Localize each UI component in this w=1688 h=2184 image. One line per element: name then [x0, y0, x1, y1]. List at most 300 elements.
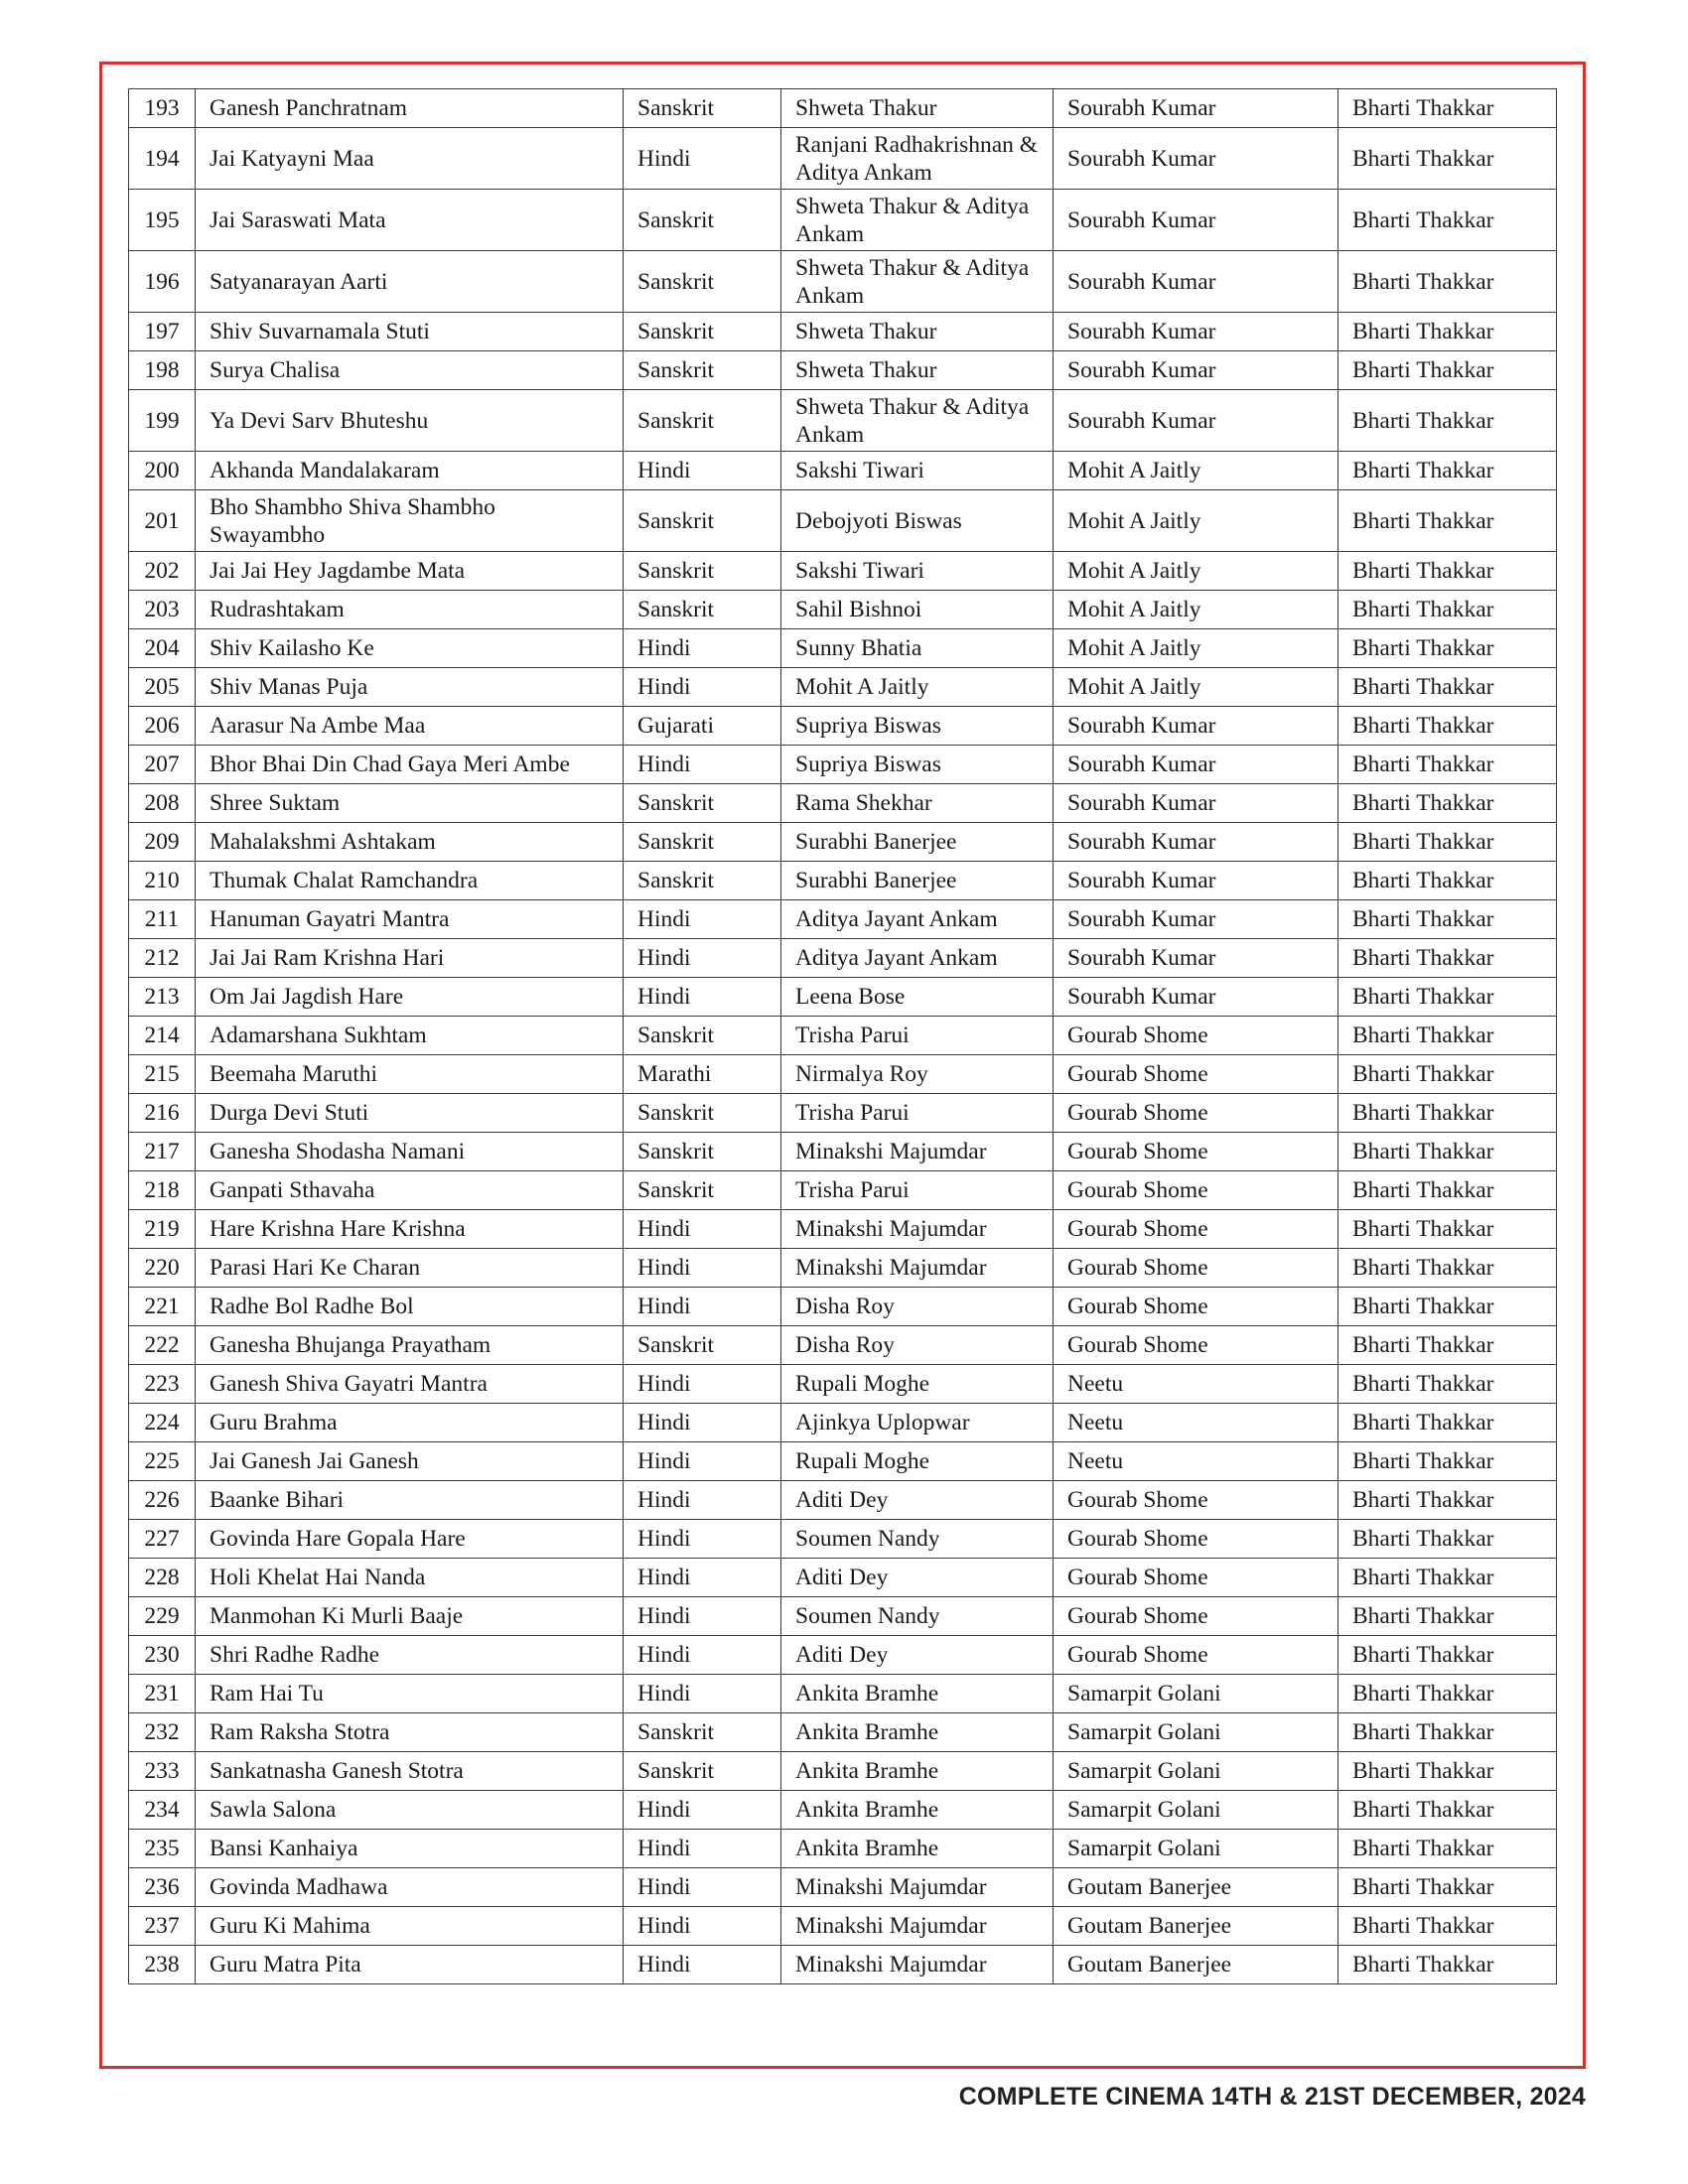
language-cell: Sanskrit	[624, 1171, 781, 1210]
music-composer-cell: Gourab Shome	[1054, 1017, 1338, 1055]
table-row	[129, 1907, 1557, 1946]
singer-cell: Shweta Thakur	[781, 89, 1054, 128]
language-cell: Hindi	[624, 668, 781, 707]
music-composer-cell: Gourab Shome	[1054, 1559, 1338, 1597]
song-title-cell: Guru Matra Pita	[196, 1946, 624, 1984]
singer-cell: Minakshi Majumdar	[781, 1946, 1054, 1984]
song-title-cell: Govinda Hare Gopala Hare	[196, 1520, 624, 1559]
table-row	[129, 1055, 1557, 1094]
serial-number-cell: 207	[129, 746, 196, 784]
producer-cell: Bharti Thakkar	[1338, 390, 1557, 452]
table-row	[129, 1597, 1557, 1636]
table-row	[129, 939, 1557, 978]
singer-cell: Shweta Thakur	[781, 313, 1054, 351]
table-row	[129, 900, 1557, 939]
table-row	[129, 1404, 1557, 1442]
singer-cell: Ranjani Radhakrishnan & Aditya Ankam	[781, 128, 1054, 190]
language-cell: Sanskrit	[624, 490, 781, 552]
singer-cell: Sahil Bishnoi	[781, 591, 1054, 629]
producer-cell: Bharti Thakkar	[1338, 1055, 1557, 1094]
singer-cell: Aditya Jayant Ankam	[781, 900, 1054, 939]
music-composer-cell: Gourab Shome	[1054, 1133, 1338, 1171]
producer-cell: Bharti Thakkar	[1338, 1559, 1557, 1597]
music-composer-cell: Goutam Banerjee	[1054, 1946, 1338, 1984]
music-composer-cell: Neetu	[1054, 1365, 1338, 1404]
singer-cell: Minakshi Majumdar	[781, 1133, 1054, 1171]
music-composer-cell: Neetu	[1054, 1404, 1338, 1442]
table-row	[129, 862, 1557, 900]
singer-cell: Shweta Thakur & Aditya Ankam	[781, 390, 1054, 452]
table-row	[129, 1133, 1557, 1171]
serial-number-cell: 217	[129, 1133, 196, 1171]
song-title-cell: Thumak Chalat Ramchandra	[196, 862, 624, 900]
music-composer-cell: Sourabh Kumar	[1054, 251, 1338, 313]
table-row	[129, 1752, 1557, 1791]
producer-cell: Bharti Thakkar	[1338, 251, 1557, 313]
producer-cell: Bharti Thakkar	[1338, 978, 1557, 1017]
serial-number-cell: 238	[129, 1946, 196, 1984]
producer-cell: Bharti Thakkar	[1338, 1752, 1557, 1791]
table-row	[129, 1559, 1557, 1597]
table-row	[129, 629, 1557, 668]
serial-number-cell: 226	[129, 1481, 196, 1520]
producer-cell: Bharti Thakkar	[1338, 1791, 1557, 1830]
song-title-cell: Hanuman Gayatri Mantra	[196, 900, 624, 939]
table-row	[129, 89, 1557, 128]
song-title-cell: Ram Hai Tu	[196, 1675, 624, 1713]
singer-cell: Sunny Bhatia	[781, 629, 1054, 668]
table-row	[129, 1365, 1557, 1404]
singer-cell: Trisha Parui	[781, 1171, 1054, 1210]
language-cell: Hindi	[624, 1442, 781, 1481]
serial-number-cell: 220	[129, 1249, 196, 1288]
producer-cell: Bharti Thakkar	[1338, 1907, 1557, 1946]
language-cell: Sanskrit	[624, 862, 781, 900]
producer-cell: Bharti Thakkar	[1338, 1675, 1557, 1713]
producer-cell: Bharti Thakkar	[1338, 313, 1557, 351]
song-title-cell: Ganesh Panchratnam	[196, 89, 624, 128]
singer-cell: Aditya Jayant Ankam	[781, 939, 1054, 978]
singer-cell: Minakshi Majumdar	[781, 1868, 1054, 1907]
singer-cell: Trisha Parui	[781, 1017, 1054, 1055]
language-cell: Sanskrit	[624, 313, 781, 351]
table-row	[129, 490, 1557, 552]
song-title-cell: Mahalakshmi Ashtakam	[196, 823, 624, 862]
serial-number-cell: 222	[129, 1326, 196, 1365]
table-row	[129, 1636, 1557, 1675]
music-composer-cell: Mohit A Jaitly	[1054, 591, 1338, 629]
singer-cell: Mohit A Jaitly	[781, 668, 1054, 707]
song-title-cell: Manmohan Ki Murli Baaje	[196, 1597, 624, 1636]
singer-cell: Rupali Moghe	[781, 1365, 1054, 1404]
singer-cell: Minakshi Majumdar	[781, 1249, 1054, 1288]
singer-cell: Soumen Nandy	[781, 1597, 1054, 1636]
producer-cell: Bharti Thakkar	[1338, 89, 1557, 128]
table-row	[129, 351, 1557, 390]
producer-cell: Bharti Thakkar	[1338, 1171, 1557, 1210]
serial-number-cell: 200	[129, 452, 196, 490]
song-title-cell: Jai Saraswati Mata	[196, 190, 624, 251]
language-cell: Hindi	[624, 1791, 781, 1830]
song-title-cell: Ganesha Shodasha Namani	[196, 1133, 624, 1171]
singer-cell: Nirmalya Roy	[781, 1055, 1054, 1094]
serial-number-cell: 194	[129, 128, 196, 190]
music-composer-cell: Mohit A Jaitly	[1054, 552, 1338, 591]
table-row	[129, 1442, 1557, 1481]
music-composer-cell: Sourabh Kumar	[1054, 89, 1338, 128]
song-title-cell: Shree Suktam	[196, 784, 624, 823]
serial-number-cell: 199	[129, 390, 196, 452]
music-composer-cell: Sourabh Kumar	[1054, 939, 1338, 978]
song-title-cell: Jai Jai Ram Krishna Hari	[196, 939, 624, 978]
serial-number-cell: 204	[129, 629, 196, 668]
serial-number-cell: 224	[129, 1404, 196, 1442]
song-title-cell: Om Jai Jagdish Hare	[196, 978, 624, 1017]
music-composer-cell: Sourabh Kumar	[1054, 900, 1338, 939]
song-title-cell: Rudrashtakam	[196, 591, 624, 629]
producer-cell: Bharti Thakkar	[1338, 1365, 1557, 1404]
producer-cell: Bharti Thakkar	[1338, 784, 1557, 823]
song-title-cell: Durga Devi Stuti	[196, 1094, 624, 1133]
music-composer-cell: Gourab Shome	[1054, 1210, 1338, 1249]
table-row	[129, 668, 1557, 707]
music-composer-cell: Sourabh Kumar	[1054, 823, 1338, 862]
language-cell: Hindi	[624, 1365, 781, 1404]
song-title-cell: Bho Shambho Shiva Shambho Swayambho	[196, 490, 624, 552]
serial-number-cell: 232	[129, 1713, 196, 1752]
song-title-cell: Akhanda Mandalakaram	[196, 452, 624, 490]
producer-cell: Bharti Thakkar	[1338, 190, 1557, 251]
singer-cell: Disha Roy	[781, 1326, 1054, 1365]
serial-number-cell: 233	[129, 1752, 196, 1791]
producer-cell: Bharti Thakkar	[1338, 1133, 1557, 1171]
table-row	[129, 452, 1557, 490]
music-composer-cell: Gourab Shome	[1054, 1481, 1338, 1520]
singer-cell: Minakshi Majumdar	[781, 1907, 1054, 1946]
language-cell: Marathi	[624, 1055, 781, 1094]
singer-cell: Shweta Thakur	[781, 351, 1054, 390]
producer-cell: Bharti Thakkar	[1338, 939, 1557, 978]
song-title-cell: Holi Khelat Hai Nanda	[196, 1559, 624, 1597]
table-body	[129, 89, 1557, 1984]
language-cell: Hindi	[624, 1636, 781, 1675]
music-composer-cell: Mohit A Jaitly	[1054, 452, 1338, 490]
singer-cell: Debojyoti Biswas	[781, 490, 1054, 552]
producer-cell: Bharti Thakkar	[1338, 1597, 1557, 1636]
song-title-cell: Hare Krishna Hare Krishna	[196, 1210, 624, 1249]
language-cell: Hindi	[624, 978, 781, 1017]
producer-cell: Bharti Thakkar	[1338, 1520, 1557, 1559]
language-cell: Sanskrit	[624, 1752, 781, 1791]
serial-number-cell: 225	[129, 1442, 196, 1481]
language-cell: Sanskrit	[624, 190, 781, 251]
producer-cell: Bharti Thakkar	[1338, 629, 1557, 668]
producer-cell: Bharti Thakkar	[1338, 1636, 1557, 1675]
producer-cell: Bharti Thakkar	[1338, 668, 1557, 707]
language-cell: Hindi	[624, 629, 781, 668]
serial-number-cell: 210	[129, 862, 196, 900]
serial-number-cell: 235	[129, 1830, 196, 1868]
language-cell: Hindi	[624, 1868, 781, 1907]
table-row	[129, 390, 1557, 452]
singer-cell: Ajinkya Uplopwar	[781, 1404, 1054, 1442]
serial-number-cell: 228	[129, 1559, 196, 1597]
music-composer-cell: Sourabh Kumar	[1054, 351, 1338, 390]
language-cell: Hindi	[624, 939, 781, 978]
language-cell: Sanskrit	[624, 390, 781, 452]
music-composer-cell: Gourab Shome	[1054, 1288, 1338, 1326]
serial-number-cell: 196	[129, 251, 196, 313]
serial-number-cell: 195	[129, 190, 196, 251]
singer-cell: Rama Shekhar	[781, 784, 1054, 823]
song-title-cell: Satyanarayan Aarti	[196, 251, 624, 313]
song-title-cell: Radhe Bol Radhe Bol	[196, 1288, 624, 1326]
music-composer-cell: Gourab Shome	[1054, 1249, 1338, 1288]
producer-cell: Bharti Thakkar	[1338, 900, 1557, 939]
serial-number-cell: 223	[129, 1365, 196, 1404]
song-title-cell: Shiv Suvarnamala Stuti	[196, 313, 624, 351]
music-composer-cell: Samarpit Golani	[1054, 1791, 1338, 1830]
producer-cell: Bharti Thakkar	[1338, 351, 1557, 390]
table-row	[129, 1713, 1557, 1752]
singer-cell: Ankita Bramhe	[781, 1830, 1054, 1868]
music-composer-cell: Sourabh Kumar	[1054, 978, 1338, 1017]
serial-number-cell: 221	[129, 1288, 196, 1326]
singer-cell: Aditi Dey	[781, 1481, 1054, 1520]
song-title-cell: Ganpati Sthavaha	[196, 1171, 624, 1210]
serial-number-cell: 229	[129, 1597, 196, 1636]
language-cell: Hindi	[624, 1520, 781, 1559]
serial-number-cell: 216	[129, 1094, 196, 1133]
song-title-cell: Ram Raksha Stotra	[196, 1713, 624, 1752]
table-row	[129, 1830, 1557, 1868]
music-composer-cell: Samarpit Golani	[1054, 1675, 1338, 1713]
serial-number-cell: 218	[129, 1171, 196, 1210]
song-title-cell: Baanke Bihari	[196, 1481, 624, 1520]
language-cell: Hindi	[624, 452, 781, 490]
language-cell: Sanskrit	[624, 1017, 781, 1055]
song-title-cell: Govinda Madhawa	[196, 1868, 624, 1907]
table-row	[129, 823, 1557, 862]
song-title-cell: Surya Chalisa	[196, 351, 624, 390]
language-cell: Sanskrit	[624, 1713, 781, 1752]
table-row	[129, 1210, 1557, 1249]
producer-cell: Bharti Thakkar	[1338, 1326, 1557, 1365]
song-title-cell: Bansi Kanhaiya	[196, 1830, 624, 1868]
music-composer-cell: Gourab Shome	[1054, 1597, 1338, 1636]
producer-cell: Bharti Thakkar	[1338, 1868, 1557, 1907]
music-composer-cell: Gourab Shome	[1054, 1171, 1338, 1210]
table-row	[129, 128, 1557, 190]
serial-number-cell: 208	[129, 784, 196, 823]
singer-cell: Leena Bose	[781, 978, 1054, 1017]
serial-number-cell: 214	[129, 1017, 196, 1055]
music-composer-cell: Mohit A Jaitly	[1054, 629, 1338, 668]
song-title-cell: Jai Katyayni Maa	[196, 128, 624, 190]
music-composer-cell: Sourabh Kumar	[1054, 313, 1338, 351]
table-row	[129, 1288, 1557, 1326]
singer-cell: Surabhi Banerjee	[781, 823, 1054, 862]
language-cell: Sanskrit	[624, 251, 781, 313]
singer-cell: Ankita Bramhe	[781, 1675, 1054, 1713]
music-composer-cell: Mohit A Jaitly	[1054, 490, 1338, 552]
serial-number-cell: 201	[129, 490, 196, 552]
serial-number-cell: 227	[129, 1520, 196, 1559]
serial-number-cell: 209	[129, 823, 196, 862]
producer-cell: Bharti Thakkar	[1338, 823, 1557, 862]
music-composer-cell: Sourabh Kumar	[1054, 746, 1338, 784]
song-title-cell: Shiv Manas Puja	[196, 668, 624, 707]
music-composer-cell: Gourab Shome	[1054, 1520, 1338, 1559]
table-row	[129, 1791, 1557, 1830]
serial-number-cell: 205	[129, 668, 196, 707]
language-cell: Sanskrit	[624, 351, 781, 390]
music-composer-cell: Sourabh Kumar	[1054, 128, 1338, 190]
language-cell: Sanskrit	[624, 1094, 781, 1133]
music-composer-cell: Samarpit Golani	[1054, 1713, 1338, 1752]
producer-cell: Bharti Thakkar	[1338, 1094, 1557, 1133]
serial-number-cell: 206	[129, 707, 196, 746]
song-title-cell: Beemaha Maruthi	[196, 1055, 624, 1094]
serial-number-cell: 203	[129, 591, 196, 629]
song-title-cell: Jai Jai Hey Jagdambe Mata	[196, 552, 624, 591]
language-cell: Sanskrit	[624, 784, 781, 823]
serial-number-cell: 234	[129, 1791, 196, 1830]
singer-cell: Trisha Parui	[781, 1094, 1054, 1133]
song-title-cell: Parasi Hari Ke Charan	[196, 1249, 624, 1288]
language-cell: Gujarati	[624, 707, 781, 746]
table-row	[129, 190, 1557, 251]
language-cell: Hindi	[624, 1675, 781, 1713]
language-cell: Hindi	[624, 1946, 781, 1984]
singer-cell: Supriya Biswas	[781, 707, 1054, 746]
language-cell: Hindi	[624, 900, 781, 939]
table-row	[129, 1520, 1557, 1559]
producer-cell: Bharti Thakkar	[1338, 1481, 1557, 1520]
singer-cell: Rupali Moghe	[781, 1442, 1054, 1481]
table-row	[129, 707, 1557, 746]
singer-cell: Minakshi Majumdar	[781, 1210, 1054, 1249]
music-composer-cell: Gourab Shome	[1054, 1055, 1338, 1094]
table-row	[129, 1171, 1557, 1210]
song-title-cell: Adamarshana Sukhtam	[196, 1017, 624, 1055]
singer-cell: Shweta Thakur & Aditya Ankam	[781, 190, 1054, 251]
singer-cell: Surabhi Banerjee	[781, 862, 1054, 900]
music-composer-cell: Sourabh Kumar	[1054, 390, 1338, 452]
language-cell: Sanskrit	[624, 1326, 781, 1365]
producer-cell: Bharti Thakkar	[1338, 746, 1557, 784]
serial-number-cell: 198	[129, 351, 196, 390]
serial-number-cell: 202	[129, 552, 196, 591]
language-cell: Hindi	[624, 1559, 781, 1597]
producer-cell: Bharti Thakkar	[1338, 452, 1557, 490]
music-composer-cell: Gourab Shome	[1054, 1094, 1338, 1133]
footer-publication-line: COMPLETE CINEMA 14TH & 21ST DECEMBER, 2024	[958, 2083, 1586, 2111]
language-cell: Hindi	[624, 1288, 781, 1326]
serial-number-cell: 230	[129, 1636, 196, 1675]
table-row	[129, 1481, 1557, 1520]
producer-cell: Bharti Thakkar	[1338, 128, 1557, 190]
producer-cell: Bharti Thakkar	[1338, 1442, 1557, 1481]
producer-cell: Bharti Thakkar	[1338, 1249, 1557, 1288]
song-title-cell: Ganesha Bhujanga Prayatham	[196, 1326, 624, 1365]
songs-table	[128, 88, 1557, 1984]
producer-cell: Bharti Thakkar	[1338, 1017, 1557, 1055]
singer-cell: Shweta Thakur & Aditya Ankam	[781, 251, 1054, 313]
language-cell: Hindi	[624, 1597, 781, 1636]
song-title-cell: Sawla Salona	[196, 1791, 624, 1830]
song-title-cell: Shiv Kailasho Ke	[196, 629, 624, 668]
table-row	[129, 1326, 1557, 1365]
table-row	[129, 591, 1557, 629]
serial-number-cell: 212	[129, 939, 196, 978]
table-row	[129, 1946, 1557, 1984]
song-title-cell: Bhor Bhai Din Chad Gaya Meri Ambe	[196, 746, 624, 784]
music-composer-cell: Sourabh Kumar	[1054, 862, 1338, 900]
table-row	[129, 1675, 1557, 1713]
producer-cell: Bharti Thakkar	[1338, 862, 1557, 900]
music-composer-cell: Goutam Banerjee	[1054, 1868, 1338, 1907]
language-cell: Hindi	[624, 1481, 781, 1520]
producer-cell: Bharti Thakkar	[1338, 707, 1557, 746]
music-composer-cell: Sourabh Kumar	[1054, 784, 1338, 823]
producer-cell: Bharti Thakkar	[1338, 1288, 1557, 1326]
song-title-cell: Guru Ki Mahima	[196, 1907, 624, 1946]
language-cell: Sanskrit	[624, 591, 781, 629]
producer-cell: Bharti Thakkar	[1338, 1946, 1557, 1984]
serial-number-cell: 197	[129, 313, 196, 351]
singer-cell: Sakshi Tiwari	[781, 452, 1054, 490]
serial-number-cell: 215	[129, 1055, 196, 1094]
language-cell: Hindi	[624, 1830, 781, 1868]
serial-number-cell: 231	[129, 1675, 196, 1713]
singer-cell: Ankita Bramhe	[781, 1713, 1054, 1752]
table-row	[129, 1249, 1557, 1288]
table-row	[129, 784, 1557, 823]
music-composer-cell: Goutam Banerjee	[1054, 1907, 1338, 1946]
music-composer-cell: Neetu	[1054, 1442, 1338, 1481]
singer-cell: Disha Roy	[781, 1288, 1054, 1326]
language-cell: Sanskrit	[624, 552, 781, 591]
producer-cell: Bharti Thakkar	[1338, 1210, 1557, 1249]
singer-cell: Aditi Dey	[781, 1559, 1054, 1597]
producer-cell: Bharti Thakkar	[1338, 552, 1557, 591]
serial-number-cell: 193	[129, 89, 196, 128]
language-cell: Hindi	[624, 1249, 781, 1288]
language-cell: Hindi	[624, 1907, 781, 1946]
producer-cell: Bharti Thakkar	[1338, 1713, 1557, 1752]
song-title-cell: Guru Brahma	[196, 1404, 624, 1442]
language-cell: Sanskrit	[624, 823, 781, 862]
table-row	[129, 978, 1557, 1017]
singer-cell: Ankita Bramhe	[781, 1791, 1054, 1830]
music-composer-cell: Sourabh Kumar	[1054, 707, 1338, 746]
serial-number-cell: 219	[129, 1210, 196, 1249]
table-row	[129, 251, 1557, 313]
producer-cell: Bharti Thakkar	[1338, 1404, 1557, 1442]
singer-cell: Aditi Dey	[781, 1636, 1054, 1675]
song-title-cell: Shri Radhe Radhe	[196, 1636, 624, 1675]
song-title-cell: Sankatnasha Ganesh Stotra	[196, 1752, 624, 1791]
language-cell: Hindi	[624, 1404, 781, 1442]
music-composer-cell: Samarpit Golani	[1054, 1830, 1338, 1868]
language-cell: Hindi	[624, 128, 781, 190]
producer-cell: Bharti Thakkar	[1338, 591, 1557, 629]
language-cell: Hindi	[624, 746, 781, 784]
producer-cell: Bharti Thakkar	[1338, 490, 1557, 552]
song-title-cell: Ya Devi Sarv Bhuteshu	[196, 390, 624, 452]
table-row	[129, 1868, 1557, 1907]
